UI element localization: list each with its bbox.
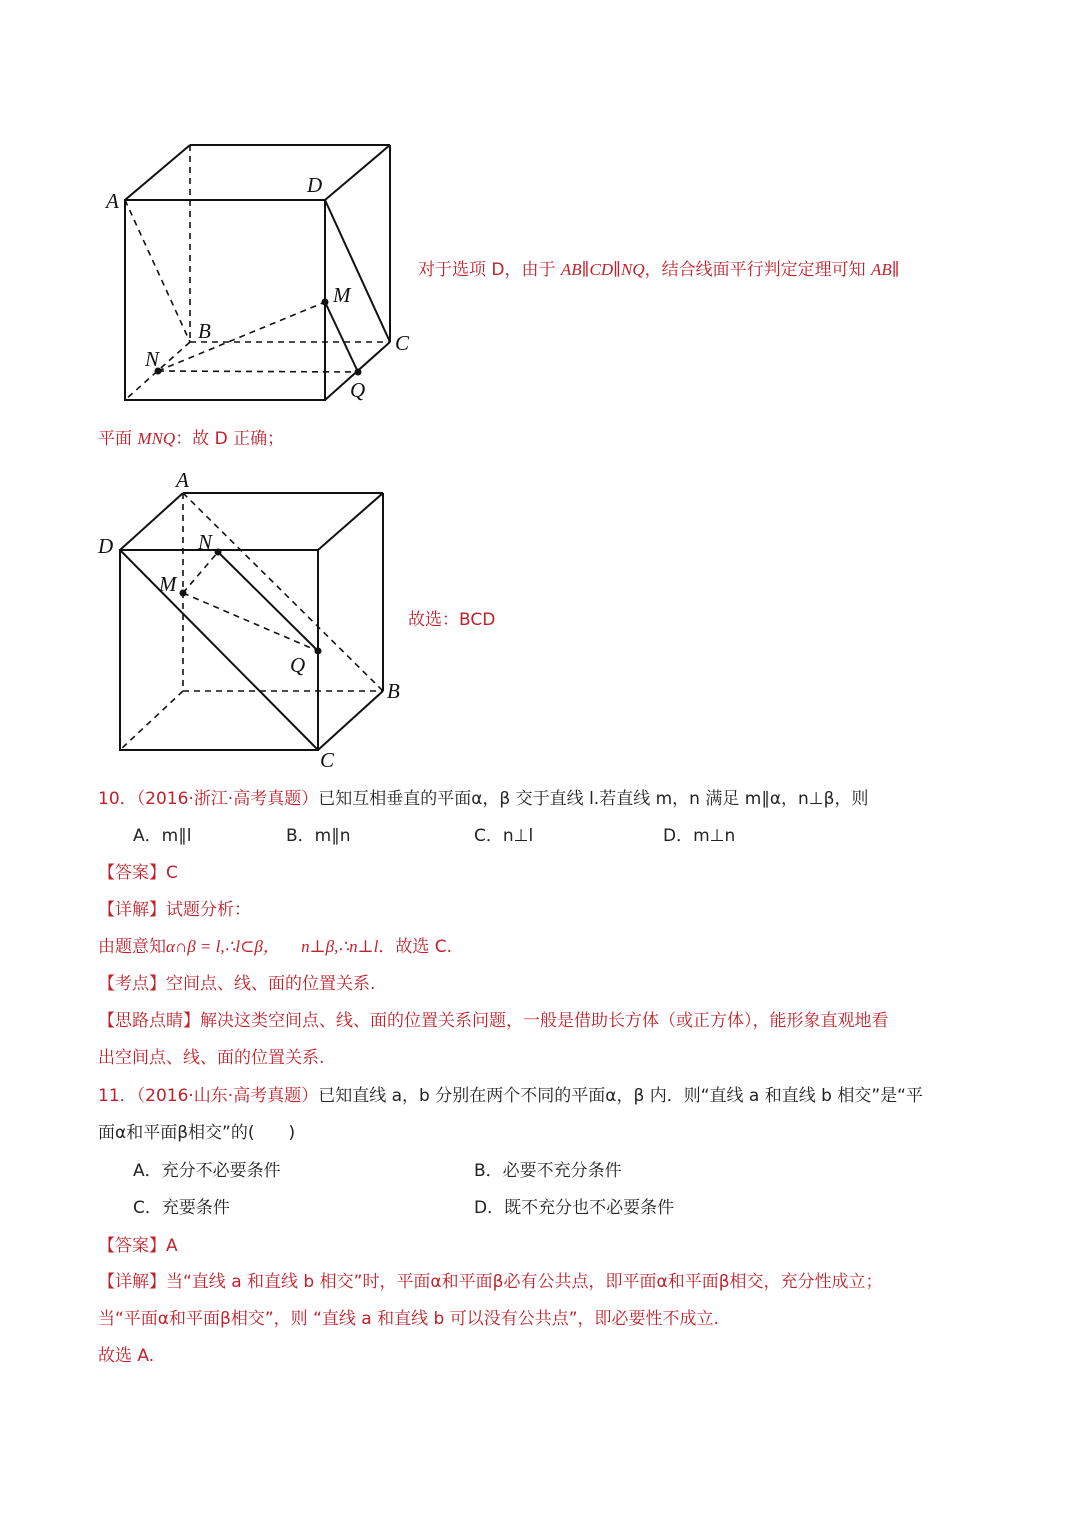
- figure1-caption: 对于选项 D，由于 AB∥CD∥NQ，结合线面平行判定定理可知 AB∥: [418, 260, 900, 280]
- point-m: [180, 590, 187, 597]
- figure2-cube-diagram: [90, 465, 420, 775]
- q11-option-a: A．充分不必要条件: [133, 1161, 281, 1181]
- label-q: Q: [350, 378, 366, 402]
- label-c: C: [395, 331, 410, 355]
- point-q: [355, 369, 362, 376]
- point-q: [315, 648, 322, 655]
- q10-stem: 10．（2016·浙江·高考真题）已知互相垂直的平面α，β 交于直线 l.若直线 m，n 满足 m∥α，n⊥β，则: [98, 789, 869, 809]
- q11-answer: 【答案】A: [98, 1236, 178, 1256]
- q10-option-b: B．m∥n: [286, 826, 351, 846]
- q11-detail: 【详解】当“直线 a 和直线 b 相交”时，平面α和平面β必有公共点，即平面α和平面β相交，充分性成立；: [98, 1272, 883, 1292]
- label-q: Q: [290, 653, 306, 677]
- q11-option-d: D．既不充分也不必要条件: [474, 1198, 675, 1218]
- figure1-cube-diagram: [90, 130, 430, 420]
- point-m: [322, 299, 329, 306]
- label-m: M: [159, 572, 177, 596]
- q10-detail: 【详解】试题分析：: [98, 900, 251, 920]
- q11-conclusion: 故选 A.: [98, 1346, 155, 1366]
- label-b: B: [198, 319, 211, 343]
- label-b: B: [387, 679, 400, 703]
- q10-option-c: C．n⊥l: [474, 826, 534, 846]
- label-c: C: [320, 748, 335, 772]
- q10-derivation: 由题意知α∩β = l,∴l⊂β， n⊥β,∴n⊥l．故选 C.: [98, 937, 453, 957]
- label-a: A: [176, 468, 189, 492]
- figure1-caption-continuation: 平面 MNQ：故 D 正确；: [98, 429, 285, 449]
- q11-option-c: C．充要条件: [133, 1198, 230, 1218]
- q11-option-b: B．必要不充分条件: [474, 1161, 622, 1181]
- q10-knowledge-point: 【考点】空间点、线、面的位置关系.: [98, 974, 376, 994]
- label-n: N: [198, 530, 213, 554]
- label-n: N: [145, 347, 160, 371]
- q10-option-d: D．m⊥n: [663, 826, 736, 846]
- q10-option-a: A．m∥l: [133, 826, 192, 846]
- q11-stem-continuation: 面α和平面β相交”的( ): [98, 1123, 296, 1143]
- label-a: A: [106, 189, 119, 213]
- q11-detail-continuation: 当“平面α和平面β相交”，则 “直线 a 和直线 b 可以没有公共点”，即必要性不成立.: [98, 1309, 719, 1329]
- figure2-caption: 故选：BCD: [408, 610, 496, 630]
- q10-tip: 【思路点睛】解决这类空间点、线、面的位置关系问题，一般是借助长方体（或正方体），能形象直观地看: [98, 1011, 889, 1031]
- q10-tip-continuation: 出空间点、线、面的位置关系.: [98, 1048, 325, 1068]
- label-d: D: [98, 534, 114, 558]
- label-m: M: [333, 283, 351, 307]
- label-d: D: [307, 173, 323, 197]
- q10-answer: 【答案】C: [98, 863, 178, 883]
- q11-stem: 11．（2016·山东·高考真题）已知直线 a，b 分别在两个不同的平面α，β 内．则“直线 a 和直线 b 相交”是“平: [98, 1086, 923, 1106]
- point-n: [215, 549, 222, 556]
